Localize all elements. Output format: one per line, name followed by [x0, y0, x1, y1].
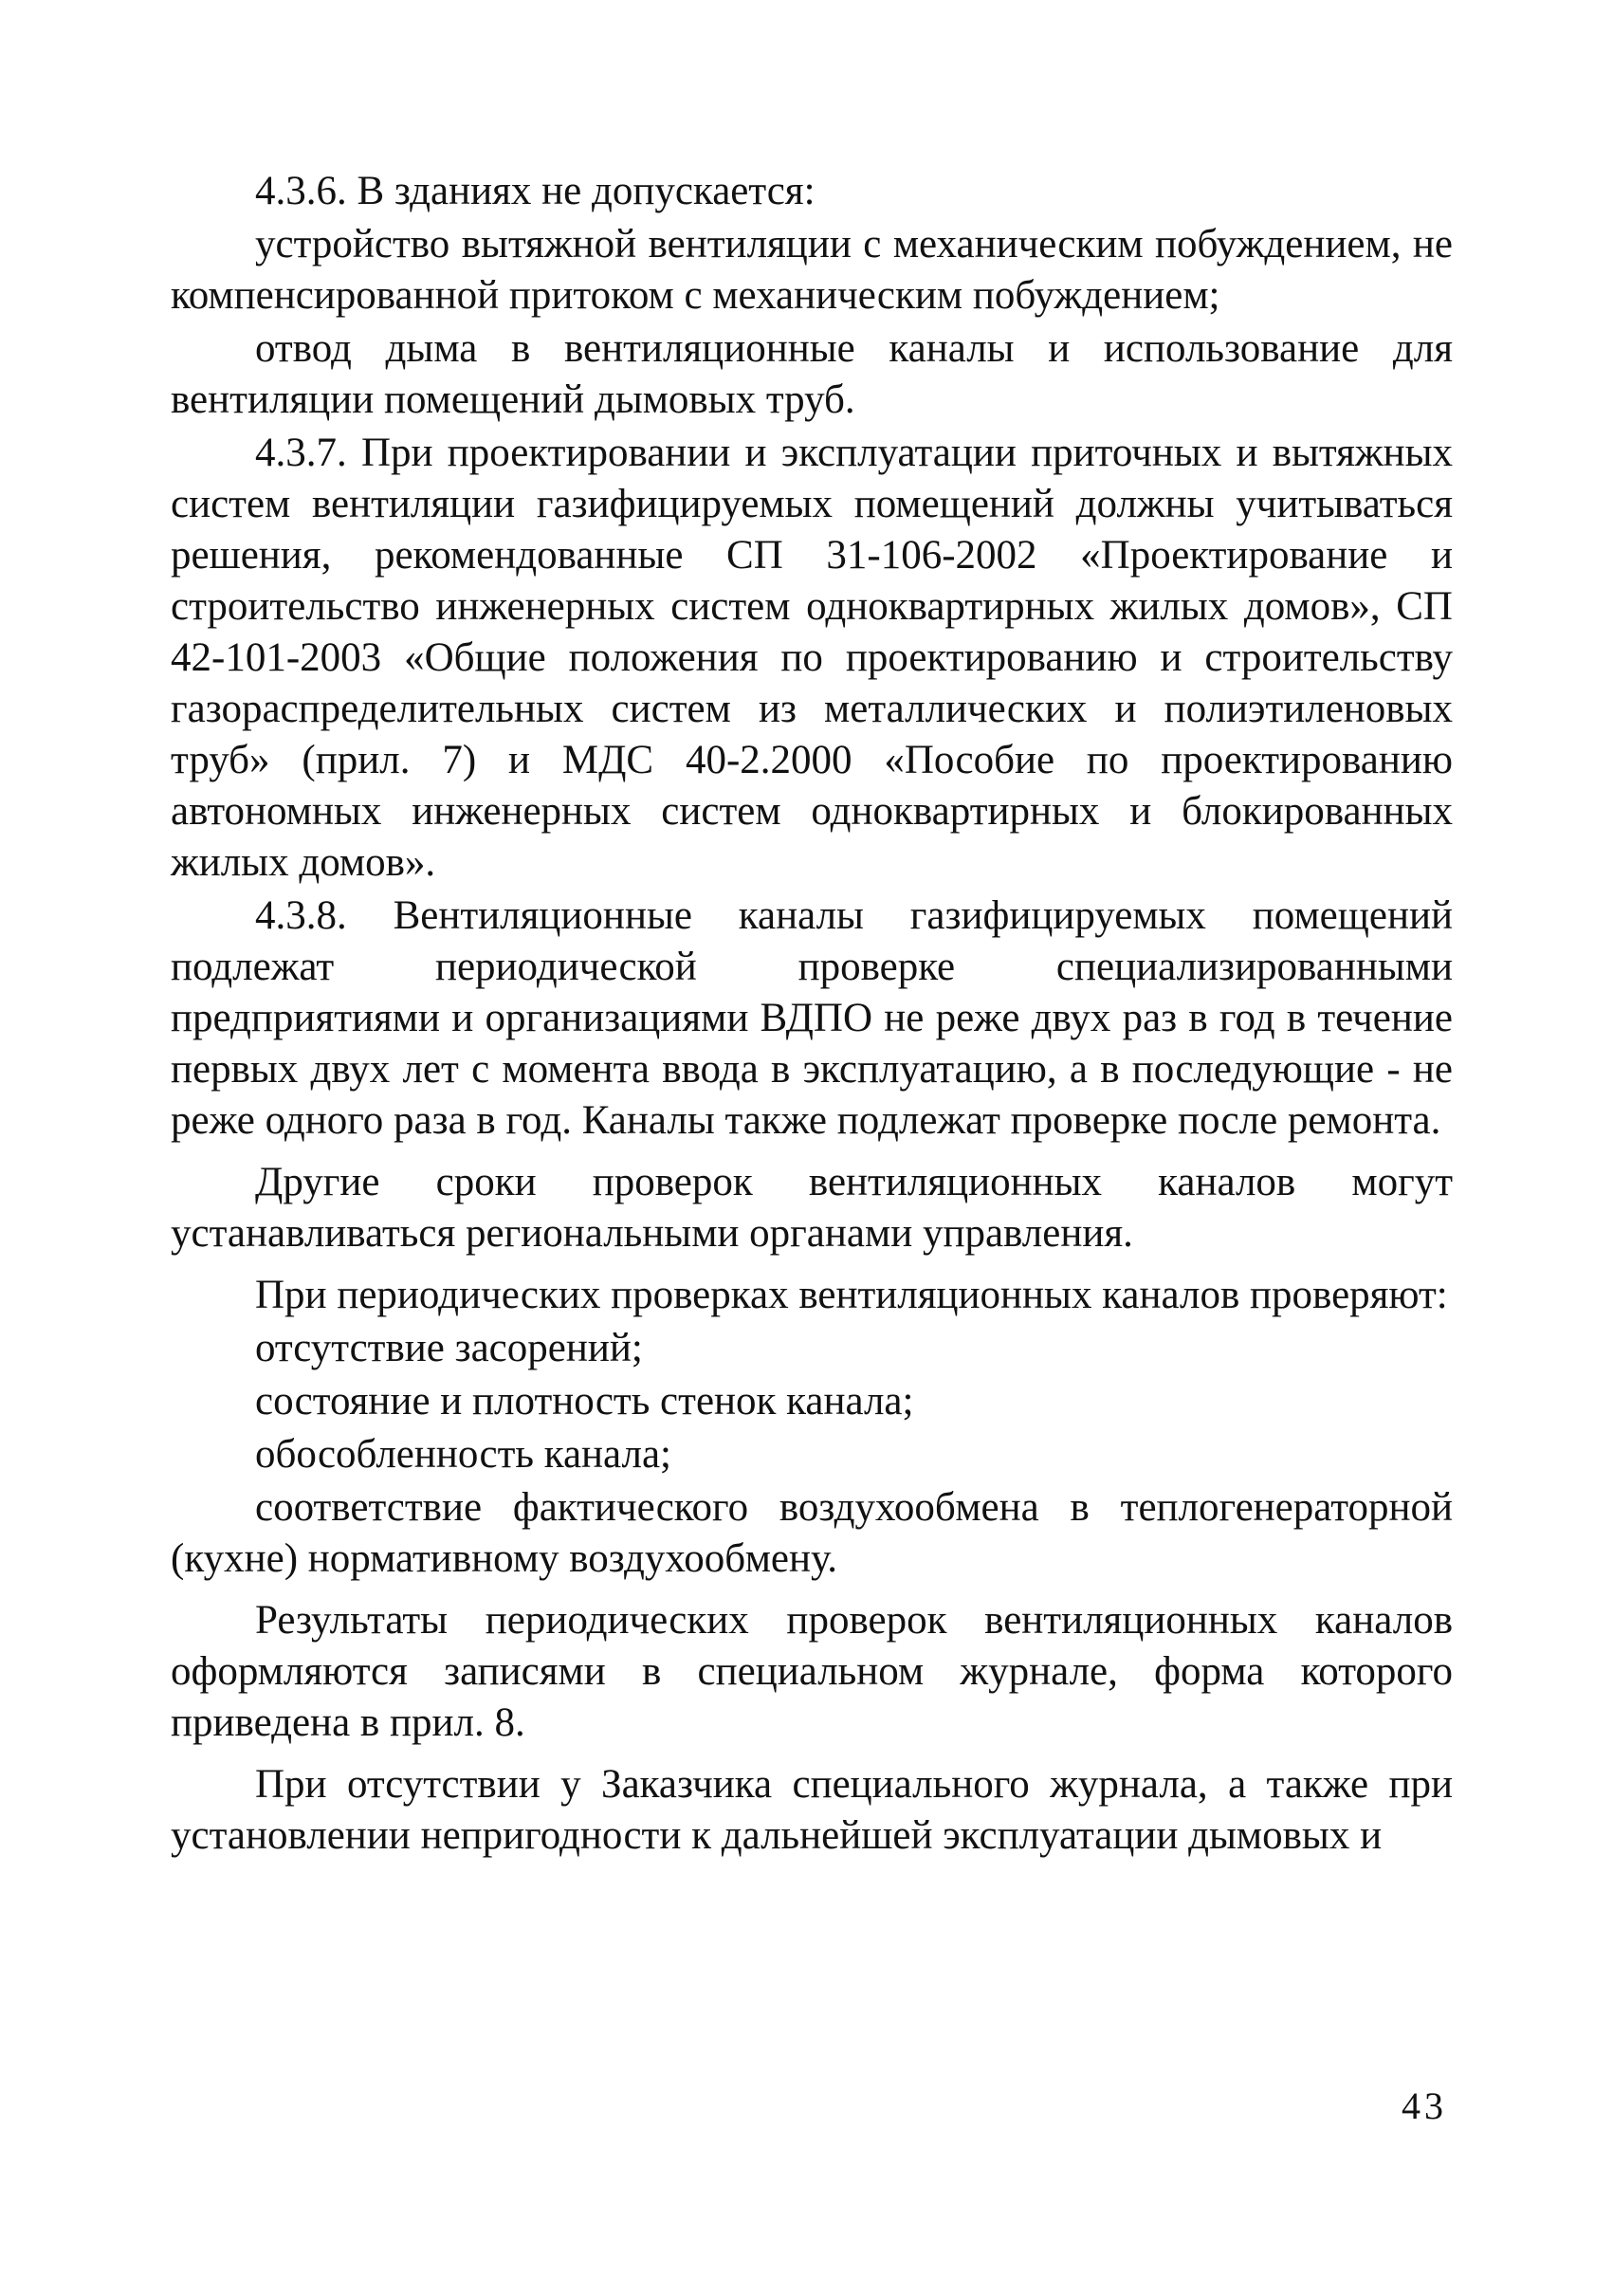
- list-item: соответствие фактического воздухообмена в теплогенераторной (кухне) нормативному воздухообмену.: [171, 1485, 1453, 1581]
- paragraph-4-3-8: 4.3.8. Вентиляционные каналы газифицируемых помещений подлежат периодической проверке специализированными предприятиями и организациями ВДПО не реже двух раз в год в течение первых двух лет с момента ввода в эксплуатацию, а в последующие - не реже одного раза в год. Каналы также подлежат проверке после ремонта.: [171, 893, 1453, 1143]
- paragraph-4-3-7: 4.3.7. При проектировании и эксплуатации приточных и вытяжных систем вентиляции газифицируемых помещений должны учитываться решения, рекомендованные СП 31-106-2002 «Проектирование и строительство инженерных систем одноквартирных жилых домов», СП 42-101-2003 «Общие положения по проектированию и строительству газораспределительных систем из металлических и полиэтиленовых труб» (прил. 7) и МДС 40-2.2000 «Пособие по проектированию автономных инженерных систем одноквартирных и блокированных жилых домов».: [171, 431, 1453, 885]
- paragraph-other-terms: Другие сроки проверок вентиляционных каналов могут устанавливаться региональными органами управления.: [171, 1160, 1453, 1256]
- list-item: состояние и плотность стенок канала;: [255, 1379, 914, 1424]
- paragraph-no-journal: При отсутствии у Заказчика специального журнала, а также при установлении непригодности к дальнейшей эксплуатации дымовых и: [171, 1762, 1453, 1858]
- page-number: 43: [1402, 2085, 1447, 2127]
- paragraph-checks-intro: При периодических проверках вентиляционных каналов проверяют:: [255, 1273, 1448, 1317]
- paragraph-results: Результаты периодических проверок вентиляционных каналов оформляются записями в специальном журнале, форма которого приведена в прил. 8.: [171, 1598, 1453, 1745]
- paragraph-item: отвод дыма в вентиляционные каналы и использование для вентиляции помещений дымовых труб.: [171, 326, 1453, 422]
- paragraph-4-3-6: 4.3.6. В зданиях не допускается:: [255, 169, 816, 213]
- list-item: отсутствие засорений;: [255, 1326, 643, 1370]
- body-text: [171, 166, 1453, 1872]
- paragraph-item: устройство вытяжной вентиляции с механическим побуждением, не компенсированной притоком с механическим побуждением;: [171, 222, 1453, 318]
- list-item: обособленность канала;: [255, 1432, 672, 1477]
